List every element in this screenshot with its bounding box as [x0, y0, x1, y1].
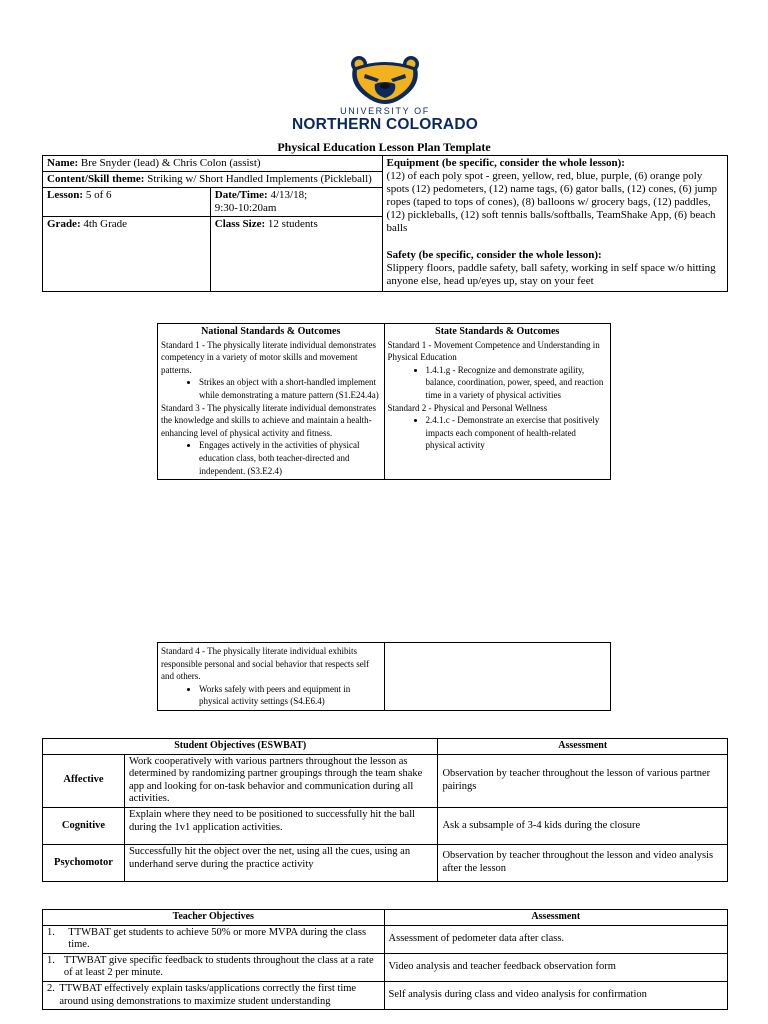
student-objectives-table: [42, 738, 728, 882]
equipment-value: (12) of each poly spot - green, yellow, red, blue, purple, (6) orange poly spots (12) pedometers, (12) name tags, (6) gator balls, (12) cones, (6) jump ropes (taped to tops of cones), (8) balloons w/ grocery bags, (12) paddles, (12) pickleballs, (12) soft tennis balls/softballs, TeamShake App, (6) beach balls: [386, 170, 718, 234]
table-row: [43, 953, 728, 981]
national-standard-4-outcome: • Works safely with peers and equipment in physical activity settings (S4.E6.4): [199, 683, 381, 708]
empty-state-cell: [384, 643, 610, 711]
content-cell: [43, 172, 383, 188]
name-value: Bre Snyder (lead) & Chris Colon (assist): [80, 157, 261, 169]
safety-label: Safety (be specific, consider the whole lesson):: [386, 249, 602, 261]
table-row: [43, 807, 728, 844]
teacher-objective-text: TTWBAT effectively explain tasks/applications correctly the first time around using demonstrations to maximize student understanding: [59, 982, 357, 1007]
university-logo: [290, 54, 480, 134]
objective-assessment: Observation by teacher throughout the lesson of various partner pairings: [438, 754, 728, 807]
safety-value: Slippery floors, paddle safety, ball safety, working in self space w/o hitting anyone else, head up/eyes up, stay on your feet: [386, 262, 716, 287]
name-cell: [43, 156, 383, 172]
objective-domain: Affective: [43, 754, 125, 807]
teacher-objectives-table: [42, 909, 728, 1010]
teacher-objective-number: 1.: [47, 926, 55, 938]
national-standard-1: Standard 1 - The physically literate individual demonstrates competency in a variety of motor skills and movement patterns.: [161, 339, 377, 375]
teacher-assessment: Video analysis and teacher feedback observation form: [384, 953, 727, 981]
table-row: [43, 754, 728, 807]
national-standard-4: Standard 4 - The physically literate individual exhibits responsible personal and social behavior that respects self and others.: [161, 646, 370, 682]
national-standard-4-cell: [158, 643, 385, 711]
objective-text: Successfully hit the object over the net, using all the cues, using an underhand serve during the practice activity: [124, 844, 438, 881]
objective-domain: Psychomotor: [43, 844, 125, 881]
class-size-cell: [210, 217, 382, 292]
teacher-objective: [43, 953, 385, 981]
national-standard-3-outcome: • Engages actively in the activities of physical education class, both teacher-directed and independent. (S3.E2.4): [199, 439, 381, 477]
student-assessment-heading: Assessment: [438, 739, 728, 755]
teacher-objective: [43, 925, 385, 953]
student-objectives-heading: Student Objectives (ESWBAT): [43, 739, 438, 755]
objective-domain: Cognitive: [43, 807, 125, 844]
grade-value: 4th Grade: [83, 218, 128, 230]
national-standard-1-outcome: • Strikes an object with a short-handled implement while demonstrating a mature pattern (S1.E24.4a): [199, 376, 381, 401]
state-standards-cell: [384, 324, 611, 480]
grade-label: Grade:: [47, 218, 81, 230]
content-label: Content/Skill theme:: [47, 173, 145, 185]
grade-cell: [43, 217, 211, 292]
teacher-objective: [43, 981, 385, 1009]
date-value-1: 4/13/18;: [270, 189, 308, 201]
lesson-cell: [43, 188, 211, 217]
equipment-label: Equipment (be specific, consider the whole lesson):: [386, 157, 625, 169]
teacher-objective-text: TTWBAT get students to achieve 50% or more MVPA during the class time.: [68, 926, 367, 951]
university-small-text: UNIVERSITY OF: [340, 106, 430, 116]
class-size-value: 12 students: [267, 218, 318, 230]
state-standard-1: Standard 1 - Movement Competence and Understanding in Physical Education: [387, 339, 600, 363]
state-standard-2-outcome: • 2.4.1.c - Demonstrate an exercise that positively impacts each component of health-related physical activity: [426, 414, 608, 452]
content-value: Striking w/ Short Handled Implements (Pickleball): [147, 173, 372, 185]
objective-assessment: Ask a subsample of 3-4 kids during the closure: [438, 807, 728, 844]
teacher-assessment-heading: Assessment: [384, 910, 727, 926]
objective-assessment: Observation by teacher throughout the lesson and video analysis after the lesson: [438, 844, 728, 881]
teacher-objective-number: 2.: [47, 982, 55, 994]
national-standards-cell: [158, 324, 385, 480]
lesson-info-table: [42, 155, 728, 292]
table-row: [43, 844, 728, 881]
equipment-cell: [382, 156, 727, 292]
university-name: NORTHERN COLORADO: [292, 116, 478, 133]
table-row: [43, 981, 728, 1009]
class-size-label: Class Size:: [214, 218, 266, 230]
standards-continuation-table: [157, 642, 611, 711]
teacher-assessment: Assessment of pedometer data after class.: [384, 925, 727, 953]
lesson-label: Lesson:: [47, 189, 84, 201]
standards-table: [157, 323, 611, 480]
state-standards-heading: State Standards & Outcomes: [435, 326, 560, 337]
teacher-objective-text: TTWBAT give specific feedback to students throughout the class at a rate of at least 2 per minute.: [63, 954, 374, 979]
table-row: [43, 925, 728, 953]
teacher-objective-number: 1.: [47, 954, 55, 966]
national-standard-3: Standard 3 - The physically literate individual demonstrates the knowledge and skills to achieve and maintain a health-enhancing level of physical activity and fitness.: [161, 402, 377, 438]
objective-text: Explain where they need to be positioned to successfully hit the ball during the 1v1 application activities.: [124, 807, 438, 844]
date-cell: [210, 188, 382, 217]
date-label: Date/Time:: [214, 189, 268, 201]
state-standard-1-outcome: • 1.4.1.g - Recognize and demonstrate agility, balance, coordination, power, speed, and reaction time in a variety of physical activities: [426, 364, 608, 402]
state-standard-2: Standard 2 - Physical and Personal Wellness: [387, 402, 548, 413]
lesson-value: 5 of 6: [85, 189, 112, 201]
teacher-objectives-heading: Teacher Objectives: [43, 910, 385, 926]
date-value-2: 9:30-10:20am: [214, 202, 277, 214]
name-label: Name:: [47, 157, 79, 169]
page-title: Physical Education Lesson Plan Template: [277, 140, 491, 154]
objective-text: Work cooperatively with various partners throughout the lesson as determined by randomizing partner groupings through the team shake app and looking for on-task behavior and communication during all activities.: [124, 754, 438, 807]
bear-mascot-icon: [347, 54, 423, 104]
teacher-assessment: Self analysis during class and video analysis for confirmation: [384, 981, 727, 1009]
national-standards-heading: National Standards & Outcomes: [201, 326, 341, 337]
